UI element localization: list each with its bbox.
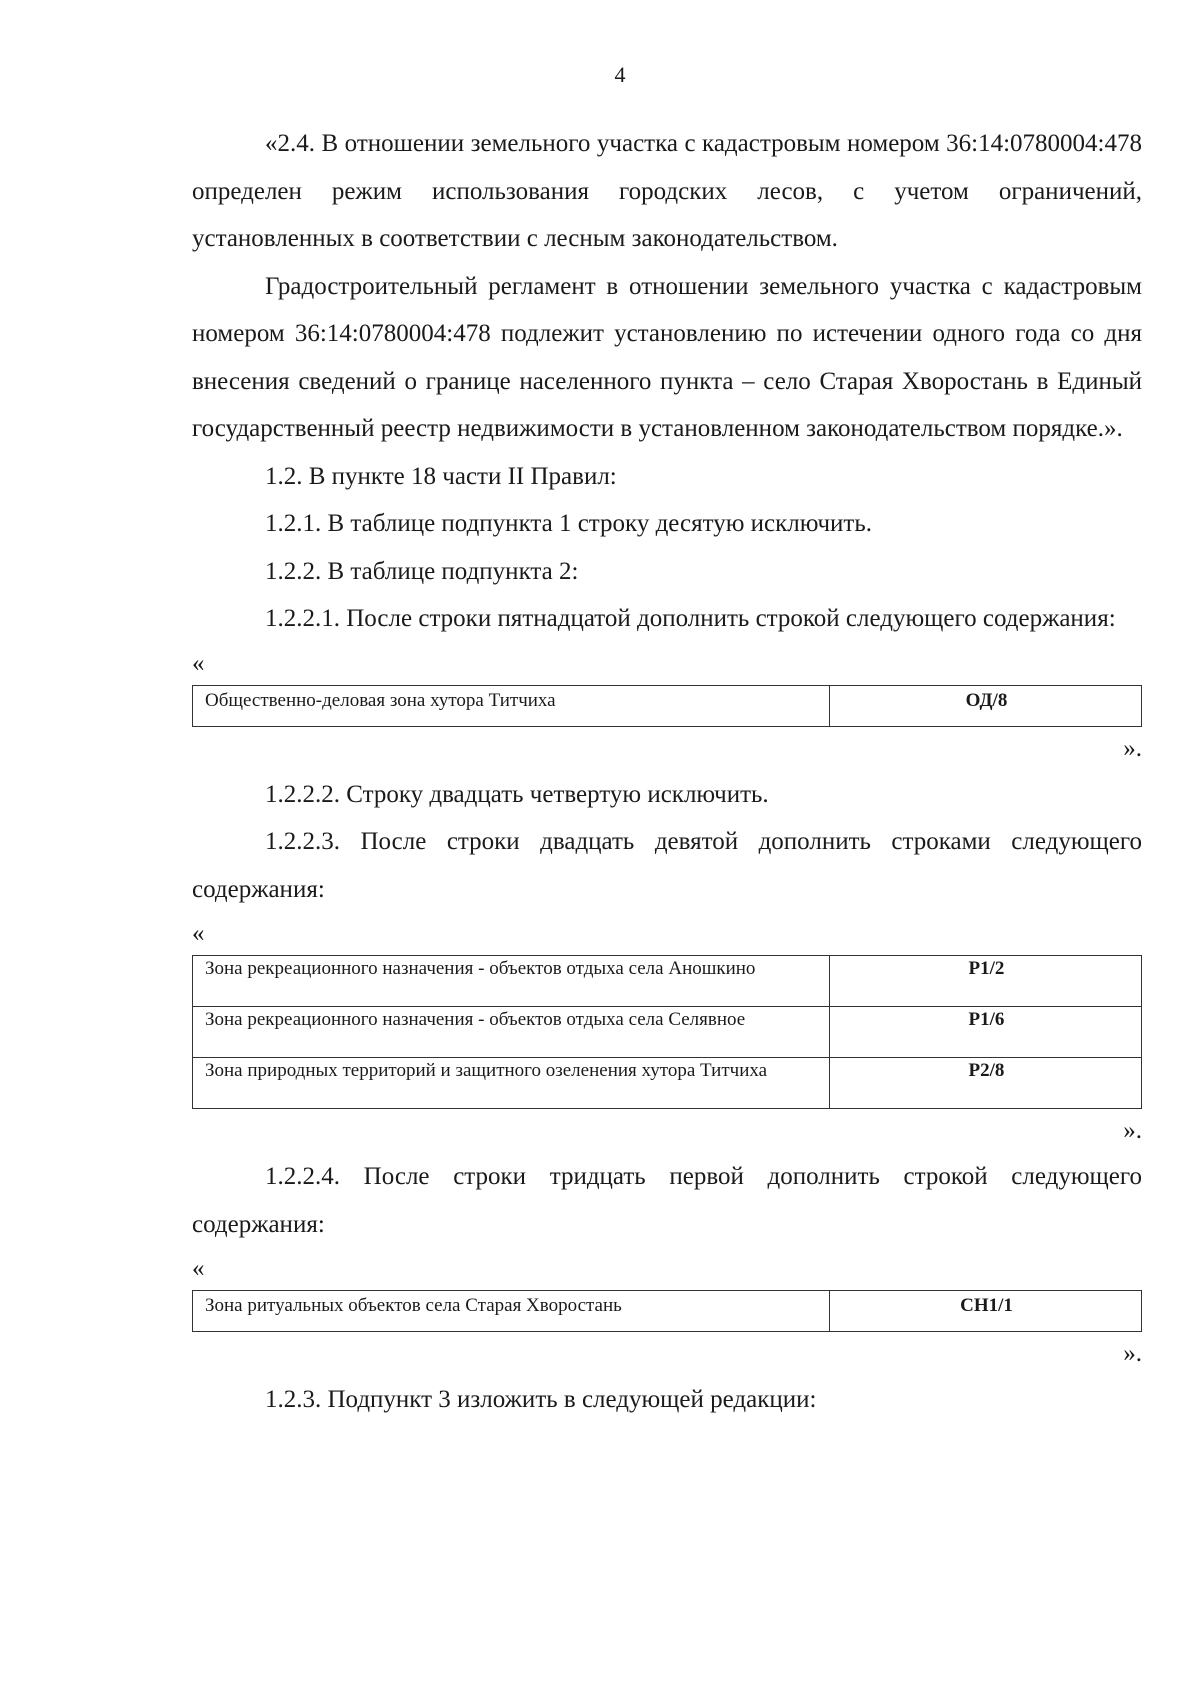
- paragraph-1-2: 1.2. В пункте 18 части II Правил:: [265, 462, 617, 490]
- table-row: [193, 1007, 1142, 1058]
- paragraph-1-2-2-2: 1.2.2.2. Строку двадцать четвертую исключить.: [265, 780, 769, 808]
- zone-table-1: [192, 685, 1142, 727]
- zone-code-cell: Р1/2: [830, 956, 1142, 1007]
- zone-name-cell: Зона ритуальных объектов села Старая Хворостань: [193, 1291, 830, 1332]
- zone-table-2: [192, 955, 1142, 1109]
- zone-code-cell: Р1/6: [830, 1007, 1142, 1058]
- document-body: [192, 120, 1142, 1424]
- zone-name-cell: Зона рекреационного назначения - объектов отдыха села Аношкино: [193, 956, 830, 1007]
- zone-code-cell: СН1/1: [830, 1291, 1142, 1332]
- paragraph-1-2-1: 1.2.1. В таблице подпункта 1 строку десятую исключить.: [265, 510, 872, 537]
- table-row: [193, 685, 1142, 726]
- quote-open-mark: «: [192, 1255, 205, 1282]
- quote-close-mark: ».: [1123, 734, 1142, 762]
- quote-open-mark: «: [192, 920, 205, 947]
- paragraph-1-2-3: 1.2.3. Подпункт 3 изложить в следующей редакции:: [265, 1386, 817, 1413]
- paragraph-1-2-2-1: 1.2.2.1. После строки пятнадцатой дополнить строкой следующего содержания:: [265, 605, 1116, 632]
- zone-name-cell: Зона рекреационного назначения - объектов отдыха села Селявное: [193, 1007, 830, 1058]
- zone-code-cell: ОД/8: [830, 685, 1142, 726]
- table-row: [193, 1291, 1142, 1332]
- table-row: [193, 956, 1142, 1007]
- page-number: 4: [614, 62, 626, 87]
- zone-table-3: [192, 1290, 1142, 1332]
- paragraph-regulation: Градостроительный регламент в отношении земельного участка с кадастровым номером 36:14:0780004:478 подлежит установлению по истечении одного года со дня внесения сведений о границе населенного пункта – село Старая Хворостань в Единый государственный реестр недвижимости в установленном законодательством порядке.».: [192, 272, 1142, 442]
- paragraph-2-4: «2.4. В отношении земельного участка с кадастровым номером 36:14:0780004:478 определен режим использования городских лесов, с учетом ограничений, установленных в соответствии с лесным законодательством.: [192, 130, 1142, 252]
- paragraph-1-2-2-4: 1.2.2.4. После строки тридцать первой дополнить строкой следующего содержания:: [192, 1163, 1142, 1238]
- quote-close-mark: ».: [1123, 1340, 1142, 1367]
- quote-open-mark: «: [192, 649, 205, 677]
- table-row: [193, 1058, 1142, 1109]
- zone-name-cell: Общественно-деловая зона хутора Титчиха: [193, 685, 830, 726]
- paragraph-1-2-2: 1.2.2. В таблице подпункта 2:: [265, 557, 579, 585]
- zone-name-cell: Зона природных территорий и защитного озеленения хутора Титчиха: [193, 1058, 830, 1109]
- zone-code-cell: Р2/8: [830, 1058, 1142, 1109]
- quote-close-mark: ».: [1123, 1117, 1142, 1144]
- paragraph-1-2-2-3: 1.2.2.3. После строки двадцать девятой дополнить строками следующего содержания:: [192, 828, 1142, 903]
